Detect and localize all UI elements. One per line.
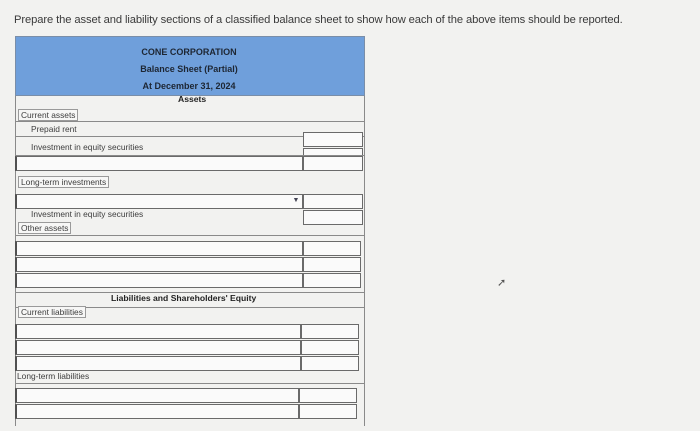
current-liabilities-amount-1[interactable] [301, 324, 359, 339]
other-assets-label: Other assets [18, 222, 71, 234]
current-liabilities-label: Current liabilities [18, 306, 86, 318]
prepaid-rent-label: Prepaid rent [31, 124, 77, 134]
investment-equity-label: Investment in equity securities [31, 142, 144, 152]
lt-liabilities-desc-1[interactable] [15, 388, 299, 403]
current-liabilities-desc-2[interactable] [15, 340, 301, 355]
current-liabilities-amount-3[interactable] [301, 356, 359, 371]
current-assets-blank-desc-1[interactable] [15, 156, 303, 171]
current-liabilities-desc-1[interactable] [15, 324, 301, 339]
company-name: CONE CORPORATION [141, 47, 237, 57]
instruction-text: Prepare the asset and liability sections of a classified balance sheet to show how each of the above items should be reported. [14, 14, 623, 26]
cursor-icon: ➚ [497, 277, 507, 289]
other-assets-amount-1[interactable] [303, 241, 361, 256]
other-assets-desc-1[interactable] [15, 241, 303, 256]
statement-title: Balance Sheet (Partial) [140, 64, 238, 74]
liabilities-heading: Liabilities and Shareholders' Equity [111, 293, 257, 303]
long-term-liabilities-label: Long-term liabilities [17, 371, 90, 381]
lt-investment-equity-label: Investment in equity securities [31, 209, 144, 219]
current-assets-amount-3[interactable] [303, 156, 363, 171]
lt-liabilities-amount-2[interactable] [299, 404, 357, 419]
lt-investments-amount-2[interactable] [303, 210, 363, 225]
long-term-investments-label: Long-term investments [18, 176, 109, 188]
balance-sheet-header [15, 36, 365, 96]
lt-liabilities-amount-1[interactable] [299, 388, 357, 403]
other-assets-amount-3[interactable] [303, 273, 361, 288]
lt-investments-amount-1[interactable] [303, 194, 363, 209]
current-assets-amount-1[interactable] [303, 132, 363, 147]
current-liabilities-desc-3[interactable] [15, 356, 301, 371]
current-liabilities-amount-2[interactable] [301, 340, 359, 355]
balance-sheet-table [15, 36, 365, 426]
current-assets-label: Current assets [18, 109, 78, 121]
other-assets-amount-2[interactable] [303, 257, 361, 272]
assets-heading: Assets [178, 94, 207, 104]
other-assets-desc-2[interactable] [15, 257, 303, 272]
lt-liabilities-desc-2[interactable] [15, 404, 299, 419]
other-assets-desc-3[interactable] [15, 273, 303, 288]
lt-investments-desc-1[interactable] [15, 194, 303, 209]
chevron-down-icon[interactable]: ▼ [292, 197, 300, 204]
statement-date: At December 31, 2024 [142, 81, 236, 91]
